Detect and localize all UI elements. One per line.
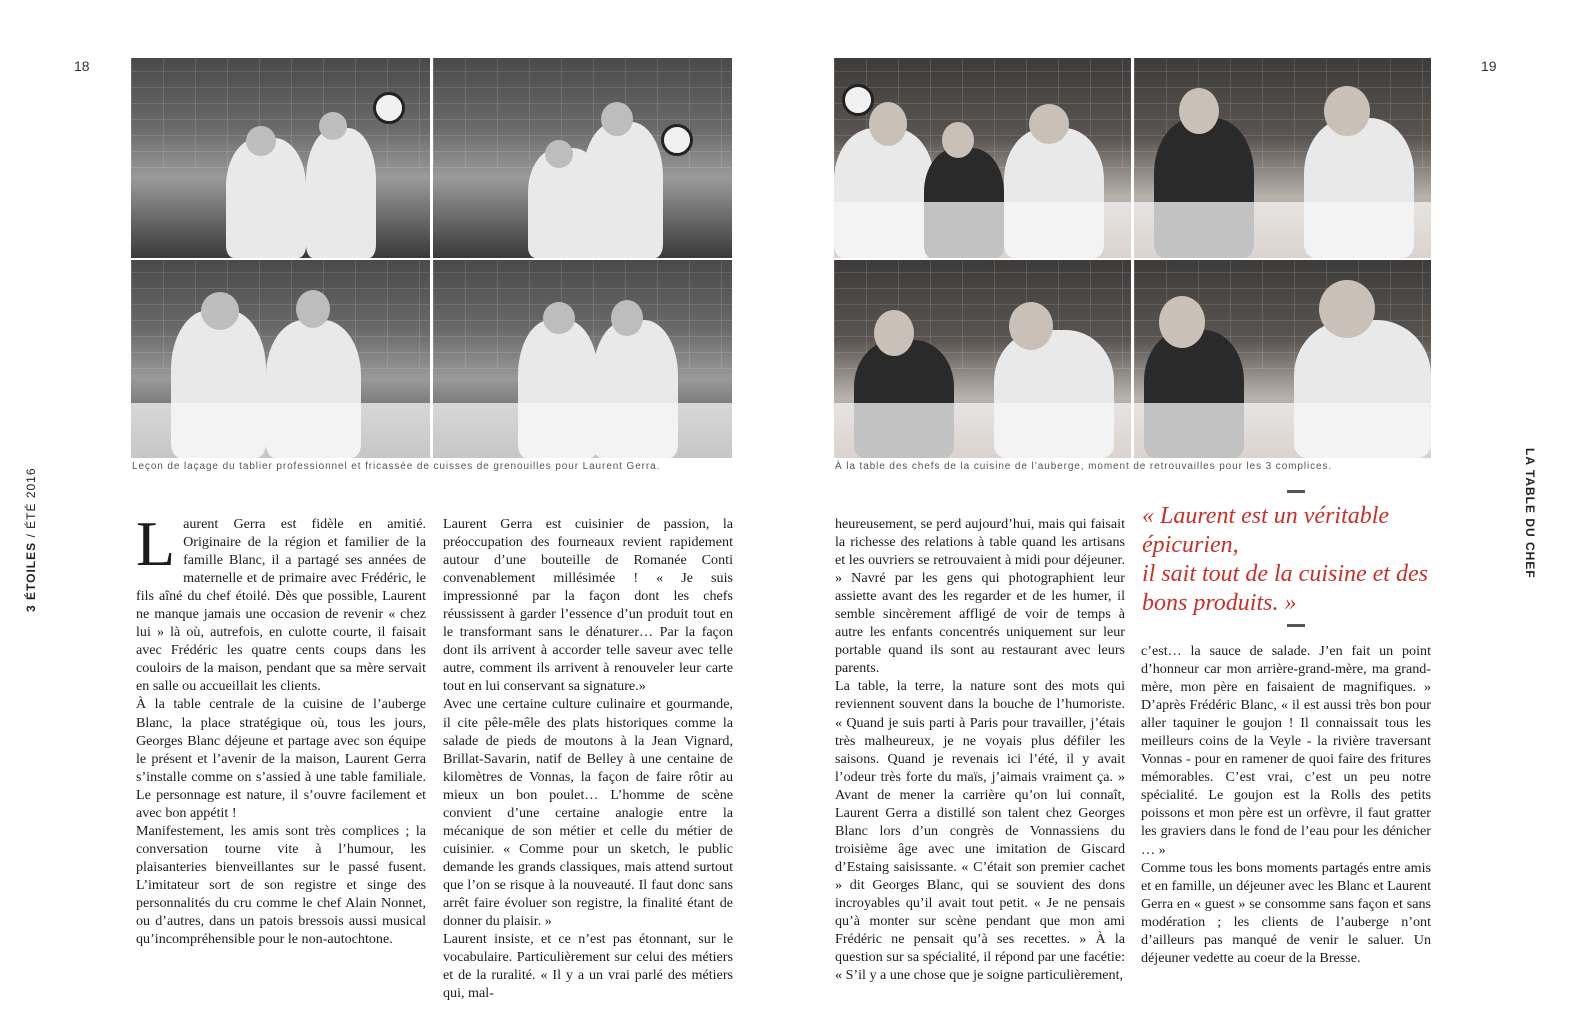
pull-quote-line-3: il sait tout de la cuisine et des: [1142, 561, 1428, 587]
pull-quote-line-4: bons produits. »: [1142, 590, 1297, 616]
page-number-left: 18: [74, 58, 90, 74]
issue-season: ÉTÉ 2016: [24, 467, 38, 529]
photo-apron-lacing-2: [433, 58, 732, 258]
pull-quote-line-2: épicurien,: [1142, 532, 1239, 558]
photo-table-3: [834, 260, 1131, 458]
col1-paragraph-2: À la table centrale de la cuisine de l’auberge Blanc, la place stratégique où, tous les jours, Georges Blanc déjeune et partage avec son équipe le présent et l’avenir de la maison, Laurent Gerra s’installe comme on s’assied à une table familiale. Le personnage est nature, il s’ouvre facilement et avec bon appétit !: [136, 696, 426, 821]
photo-table-4: [1134, 260, 1431, 458]
section-label: LA TABLE DU CHEF: [1523, 448, 1537, 579]
drop-cap: L: [136, 508, 176, 579]
col3-paragraph-1: heureusement, se perd aujourd’hui, mais qui faisait la richesse des relations à table quand les artisans et les ouvriers se retrouvaient à midi pour déjeuner. » Navré par les gens qui photographient leur assiette avant des les regarder et de les humer, il semble sincèrement affligé de voir de temps à autre les enfants concentrés uniquement sur leur portable quand ils sont au restaurant avec leurs parents.: [835, 516, 1125, 677]
col2-paragraph-3: Laurent insiste, et ce n’est pas étonnant, sur le vocabulaire. Particulièrement sur celui des métiers et de la ruralité. « Il y a un vrai parlé des métiers qui, mal-: [443, 931, 733, 1002]
page-number-right: 19: [1481, 58, 1497, 74]
article-column-2: [443, 515, 733, 1002]
wall-clock-icon: [661, 124, 693, 156]
article-column-1: [136, 508, 426, 948]
photo-caption-left: Leçon de laçage du tablier professionnel et fricassée de cuisses de grenouilles pour Laurent Gerra.: [132, 461, 661, 472]
col4-paragraph-1: c’est… la sauce de salade. J’en fait un point d’honneur car mon arrière-grand-mère, ma grand-mère, mon père en faisaient de magnifiques. » D’après Frédéric Blanc, « il est aussi très bon pour aller taquiner le goujon ! Il connaissait tous les meilleurs coins de la Veyle - la rivière traversant Vonnas - pour en ramener de quoi faire des fritures mémorables. C’est vrai, c’est un peu notre spécialité. Le goujon est la Rolls des petits poissons et mon père est un orfèvre, il faut gratter les graviers dans le fond de l’eau pour les dénicher … »: [1141, 643, 1431, 858]
col4-paragraph-2: Comme tous les bons moments partagés entre amis et en famille, un déjeuner avec les Blanc et Laurent Gerra en « guest » se consomme sans façon et sans modération ; les clients de l’auberge n’ont d’ailleurs pas manqué de venir le saluer. Un déjeuner vedette au coeur de la Bresse.: [1141, 859, 1431, 966]
wall-clock-icon: [842, 84, 874, 116]
photo-frog-legs-2: [433, 260, 732, 458]
col3-paragraph-2: La table, la terre, la nature sont des mots qui reviennent souvent dans la bouche de l’humoriste. « Quand je suis parti à Paris pour travailler, j’étais très malheureux, je ne voyais plus défiler les saisons. Quand je revenais ici l’été, il y avait l’odeur très forte du maïs, j’aimais vraiment ça. » Avant de mener la carrière qu’on lui connaît, Laurent Gerra a distillé son talent chez Georges Blanc lors d’un congrès de Vonnassiens du troisième âge avec une imitation de Giscard d’Estaing saisissante. « C’était son premier cachet » dit Georges Blanc, qui se souvient des dons incroyables qu’il avait tout petit. « Je ne pensais qu’à monter sur scène pendant que mon ami Frédéric ne pensait qu’à ses recettes. » À la question sur sa spécialité, il répond par une facétie: « S’il y a une chose que je soigne particulièrement,: [835, 678, 1125, 984]
magazine-title: 3 ÉTOILES: [24, 541, 38, 612]
pull-quote-line-1: « Laurent est un véritable: [1142, 503, 1390, 529]
wall-clock-icon: [373, 92, 405, 124]
pull-quote: [1142, 502, 1462, 618]
photo-table-1: [834, 58, 1131, 258]
photo-apron-lacing-1: [131, 58, 430, 258]
magazine-issue-label: 3 ÉTOILES / ÉTÉ 2016: [24, 467, 38, 612]
photo-frog-legs-1: [131, 260, 430, 458]
col1-paragraph-3: Manifestement, les amis sont très complices ; la conversation tourne vite à l’humour, les plaisanteries bienveillantes sur le passé fusent. L’imitateur sort de son registre et singe des personnalités du cru comme le chef Alain Nonnet, ou d’autres, dans un patois bressois aussi musical qu’incompréhensible pour le non-autochtone.: [136, 822, 426, 948]
quote-rule-top: [1287, 490, 1305, 493]
col2-paragraph-1: Laurent Gerra est cuisinier de passion, la préoccupation des fourneaux revient rapidement autour d’une bouteille de Romanée Conti convenablement millésimée ! « Je suis impressionné par la façon dont les chefs réussissent à garder l’essence d’un produit tout en le transformant sans le dénaturer… Par la façon dont ils arrivent à accorder telle saveur avec telle autre, comment ils arrivent à renouveler leur carte tout en lui conservant sa signature.»: [443, 516, 733, 695]
quote-rule-bottom: [1287, 624, 1305, 627]
article-column-4: [1141, 642, 1431, 967]
col2-paragraph-2: Avec une certaine culture culinaire et gourmande, il cite pêle-mêle des plats historiques comme la salade de pieds de moutons à la Jean Vignard, Brillat-Savarin, natif de Belley à une centaine de kilomètres de Vonnas, la façon de faire rôtir au mieux un bon poulet… L’homme de scène convient d’une certaine analogie entre la mécanique de son métier et celle du métier de cuisinier. « Comme pour un sketch, le public demande les grands classiques, mais attend surtout que l’on se risque à la nouveauté. Il faut donc sans arrêt faire évoluer son registre, la finalité étant de donner du plaisir. »: [443, 696, 733, 930]
photo-caption-right: À la table des chefs de la cuisine de l’auberge, moment de retrouvailles pour les 3 complices.: [835, 461, 1333, 472]
photo-table-2: [1134, 58, 1431, 258]
article-column-3: [835, 515, 1125, 984]
col1-paragraph-1: aurent Gerra est fidèle en amitié. Originaire de la région et familier de la famille Blanc, il a partagé ses années de maternelle et de primaire avec Frédéric, le fils aîné du chef étoilé. Dès que possible, Laurent ne manque jamais une occasion de revenir « chez lui » là où, autrefois, en culotte courte, il faisait avec Frédéric les quatre cents coups dans les couloirs de la maison, pendant que sa mère servait en salle ou accueillait les clients.: [136, 516, 426, 695]
